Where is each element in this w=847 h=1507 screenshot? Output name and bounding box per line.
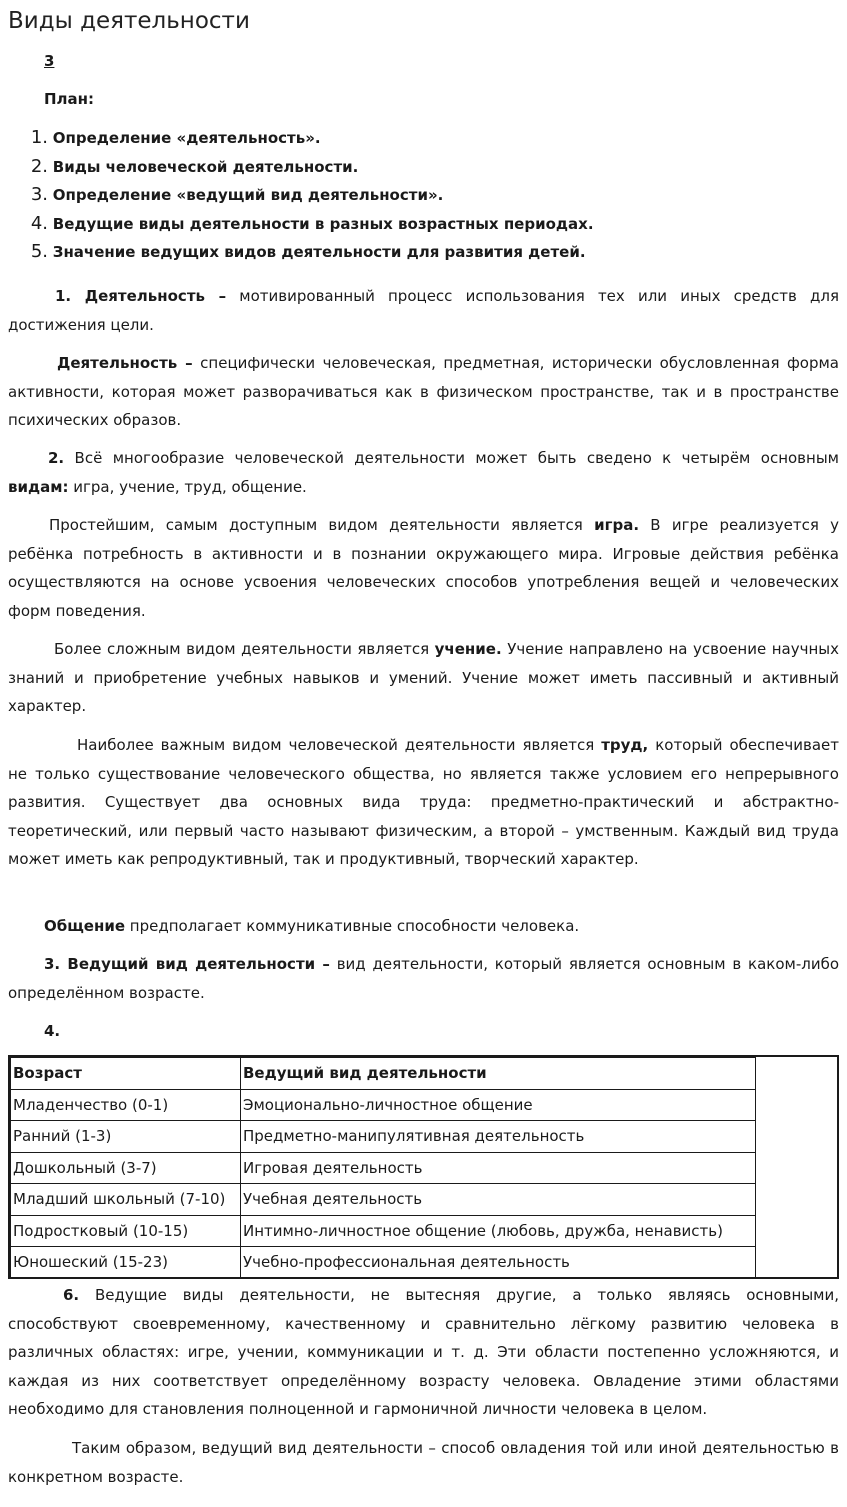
page-title: Виды деятельности (8, 8, 250, 34)
table-header-row (11, 1058, 756, 1090)
paragraph-text: Таким образом, ведущий вид деятельности – способ овладения той или иной деятельностью в конкретном возрасте. (8, 1439, 839, 1486)
paragraph-lead: 3. Ведущий вид деятельности – (44, 955, 330, 973)
table-cell-activity: Учебная деятельность (241, 1184, 756, 1216)
paragraph-communication (8, 912, 839, 941)
plan-item-text: Виды человеческой деятельности. (52, 157, 359, 176)
section-number: 3 (44, 52, 55, 70)
plan-item-text: Определение «деятельность». (52, 129, 321, 147)
paragraph-lead: 2. (48, 449, 65, 467)
table-row (11, 1089, 756, 1121)
table-row (11, 1215, 756, 1247)
paragraph-text: мотивированный процесс использования тех или иных средств для достижения цели. (8, 287, 840, 334)
column-header-activity: Ведущий вид деятельности (241, 1058, 756, 1090)
paragraph-lead: Общение (44, 917, 126, 935)
table-cell-age: Юношеский (15-23) (11, 1247, 241, 1279)
table-cell-activity: Учебно-профессиональная деятельность (241, 1247, 756, 1279)
age-activity-table (10, 1057, 756, 1279)
paragraph-learning (8, 635, 839, 721)
table-cell-activity: Интимно-личностное общение (любовь, дружба, ненависть) (241, 1215, 756, 1247)
paragraph-text: Учение направлено на усвоение научных знаний и приобретение учебных навыков и умений. Учение может иметь пассивный и активный характер. (8, 640, 839, 716)
paragraph-definition-activity (8, 282, 839, 339)
paragraph-definition-activity-2 (8, 349, 839, 435)
plan-item (8, 153, 594, 182)
table-cell-activity: Игровая деятельность (241, 1152, 756, 1184)
plan-item-text: Значение ведущих видов деятельности для развития детей. (52, 243, 586, 262)
paragraph-text: Ведущие виды деятельности, не вытесняя другие, а только являясь основными, способствуют своевременному, качественному и сравнительно лёгкому развитию человека в различных областях: игре, учении, коммуникации и т. д. Эти области постепенно усложняются, и каждая из них соответствует определённому возрасту человека. Овладение этими областями необходимо для становления полноценной и гармоничной личности человека в целом. (8, 1286, 839, 1419)
paragraph-text: В игре реализуется у ребёнка потребность в активности и в познании окружающего мира. Игровые действия ребёнка осуществляются на основе усвоения человеческих способов употребления вещей и человеческих форм поведения. (8, 516, 839, 620)
table-row (11, 1121, 756, 1153)
paragraph-text: который обеспечивает не только существование человеческого общества, но является также условием его непрерывного развития. Существует два основных вида труда: предметно-практический и абстрактно-теоретический, или первый часто называют физическим, а второй – умственным. Каждый вид труда может иметь как репродуктивный, так и продуктивный, творческий характер. (8, 736, 839, 869)
table-row (11, 1152, 756, 1184)
paragraph-text: Простейшим, самым доступным видом деятельности является (49, 516, 595, 534)
paragraph-text: Более сложным видом деятельности является (54, 640, 435, 658)
paragraph-significance (8, 1281, 839, 1424)
paragraph-text: вид деятельности, который является основным в каком-либо определённом возрасте. (8, 955, 839, 1002)
table-cell-activity: Предметно-манипулятивная деятельность (241, 1121, 756, 1153)
plan-item (8, 210, 594, 239)
age-activity-table-frame (8, 1055, 839, 1279)
plan-list (8, 124, 594, 267)
paragraph-text: Наиболее важным видом человеческой деятельности является (77, 736, 602, 754)
plan-item-text: Ведущие виды деятельности в разных возрастных периодах. (52, 214, 594, 233)
table-cell-age: Ранний (1-3) (11, 1121, 241, 1153)
section-four-label (8, 1017, 839, 1046)
paragraph-lead: 4. (44, 1022, 61, 1040)
plan-item (8, 124, 594, 153)
paragraph-conclusion (8, 1434, 839, 1491)
paragraph-emphasis: видам: (8, 477, 69, 496)
plan-item (8, 181, 594, 210)
table-cell-age: Младший школьный (7-10) (11, 1184, 241, 1216)
paragraph-text: Всё многообразие человеческой деятельности может быть сведено к четырём основным (64, 449, 839, 467)
table-cell-activity: Эмоционально-личностное общение (241, 1089, 756, 1121)
plan-item-number: 4. (30, 212, 48, 234)
plan-item-number: 5. (30, 241, 48, 263)
paragraph-emphasis: учение. (434, 640, 502, 658)
paragraph-lead: Деятельность – (57, 354, 193, 372)
plan-heading: План: (44, 90, 95, 108)
paragraph-emphasis: труд, (601, 736, 649, 754)
paragraph-leading-activity (8, 950, 839, 1007)
plan-item-number: 1. (30, 127, 48, 148)
table-row (11, 1247, 756, 1279)
paragraph-text: специфически человеческая, предметная, исторически обусловленная форма активности, которая может разворачиваться как в физическом пространстве, так и в пространстве психических образов. (8, 354, 839, 430)
plan-item (8, 238, 594, 267)
paragraph-text: игра, учение, труд, общение. (68, 477, 307, 496)
table-cell-age: Подростковый (10-15) (11, 1215, 241, 1247)
plan-item-text: Определение «ведущий вид деятельности». (52, 186, 444, 205)
paragraph-lead: 1. Деятельность – (55, 287, 227, 305)
paragraph-text: предполагает коммуникативные способности человека. (125, 917, 580, 935)
plan-item-number: 3. (30, 184, 48, 206)
table-row (11, 1184, 756, 1216)
paragraph-emphasis: игра. (594, 516, 640, 534)
column-header-age: Возраст (11, 1058, 241, 1090)
paragraph-lead: 6. (63, 1286, 80, 1304)
paragraph-labor (8, 731, 839, 874)
plan-item-number: 2. (30, 155, 48, 177)
paragraph-play (8, 511, 839, 625)
table-cell-age: Младенчество (0-1) (11, 1089, 241, 1121)
table-cell-age: Дошкольный (3-7) (11, 1152, 241, 1184)
paragraph-activity-types (8, 444, 839, 501)
